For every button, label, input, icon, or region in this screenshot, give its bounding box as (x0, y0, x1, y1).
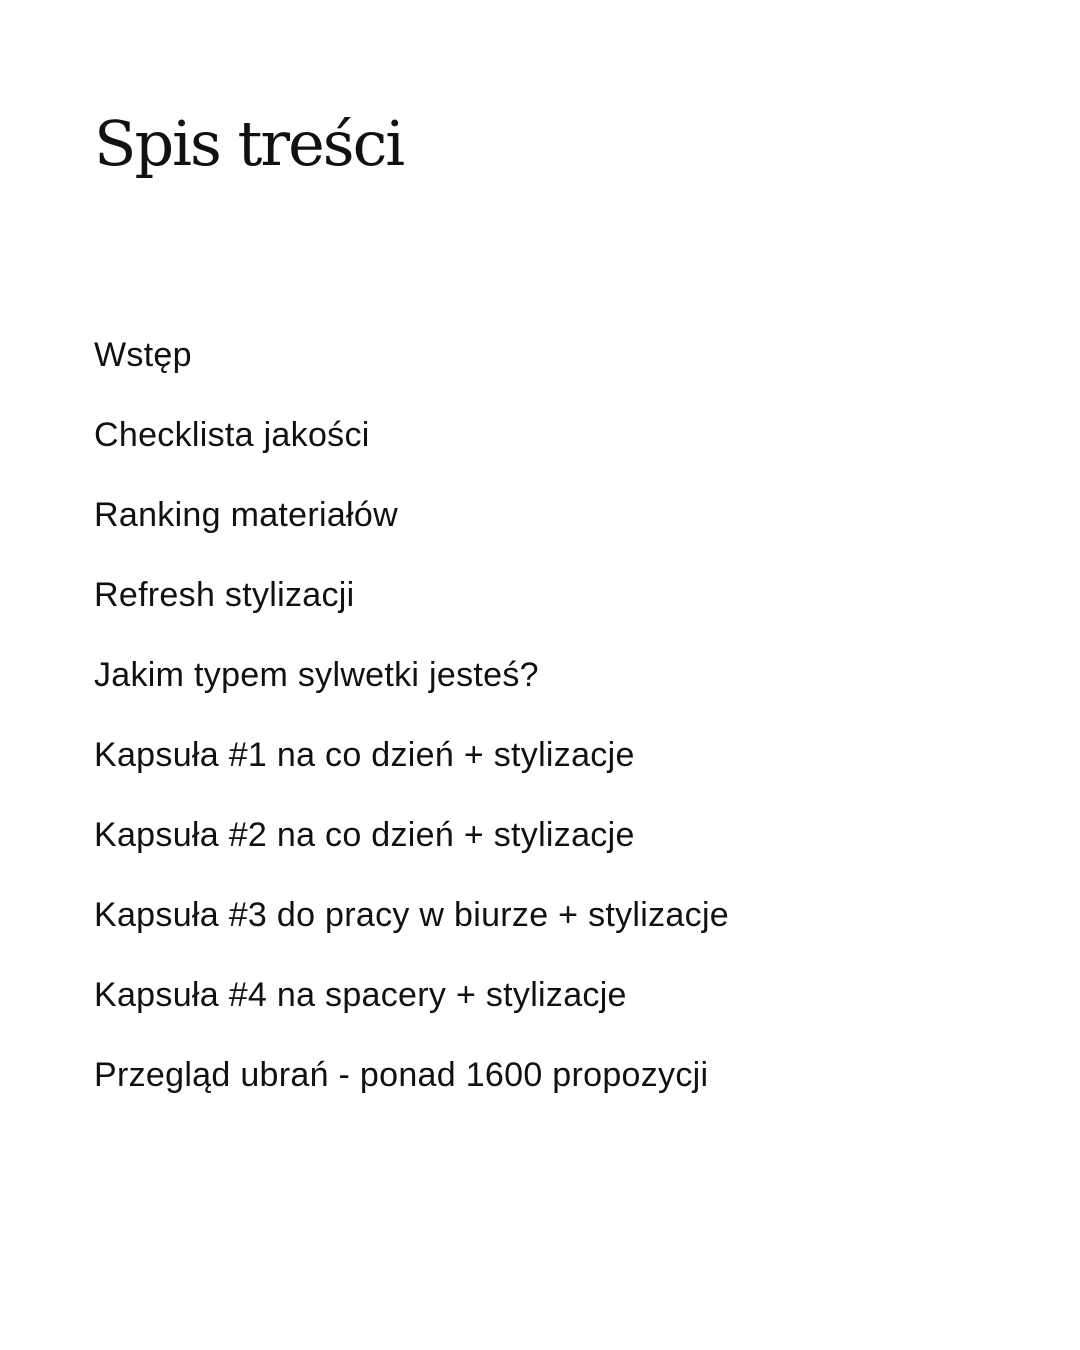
toc-item-refresh: Refresh stylizacji (94, 576, 355, 614)
toc-item-checklista: Checklista jakości (94, 416, 370, 454)
toc-item-kapsula-4: Kapsuła #4 na spacery + stylizacje (94, 976, 627, 1014)
toc-item-sylwetka: Jakim typem sylwetki jesteś? (94, 656, 539, 694)
toc-item-kapsula-2: Kapsuła #2 na co dzień + stylizacje (94, 816, 635, 854)
toc-item-ranking: Ranking materiałów (94, 496, 398, 534)
toc-item-kapsula-3: Kapsuła #3 do pracy w biurze + stylizacje (94, 896, 730, 934)
toc-item-wstep: Wstęp (94, 336, 192, 374)
toc-item-kapsula-1: Kapsuła #1 na co dzień + stylizacje (94, 736, 635, 774)
table-of-contents (94, 330, 729, 1130)
toc-item-przeglad: Przegląd ubrań - ponad 1600 propozycji (94, 1056, 709, 1094)
page-title: Spis treści (94, 107, 404, 180)
